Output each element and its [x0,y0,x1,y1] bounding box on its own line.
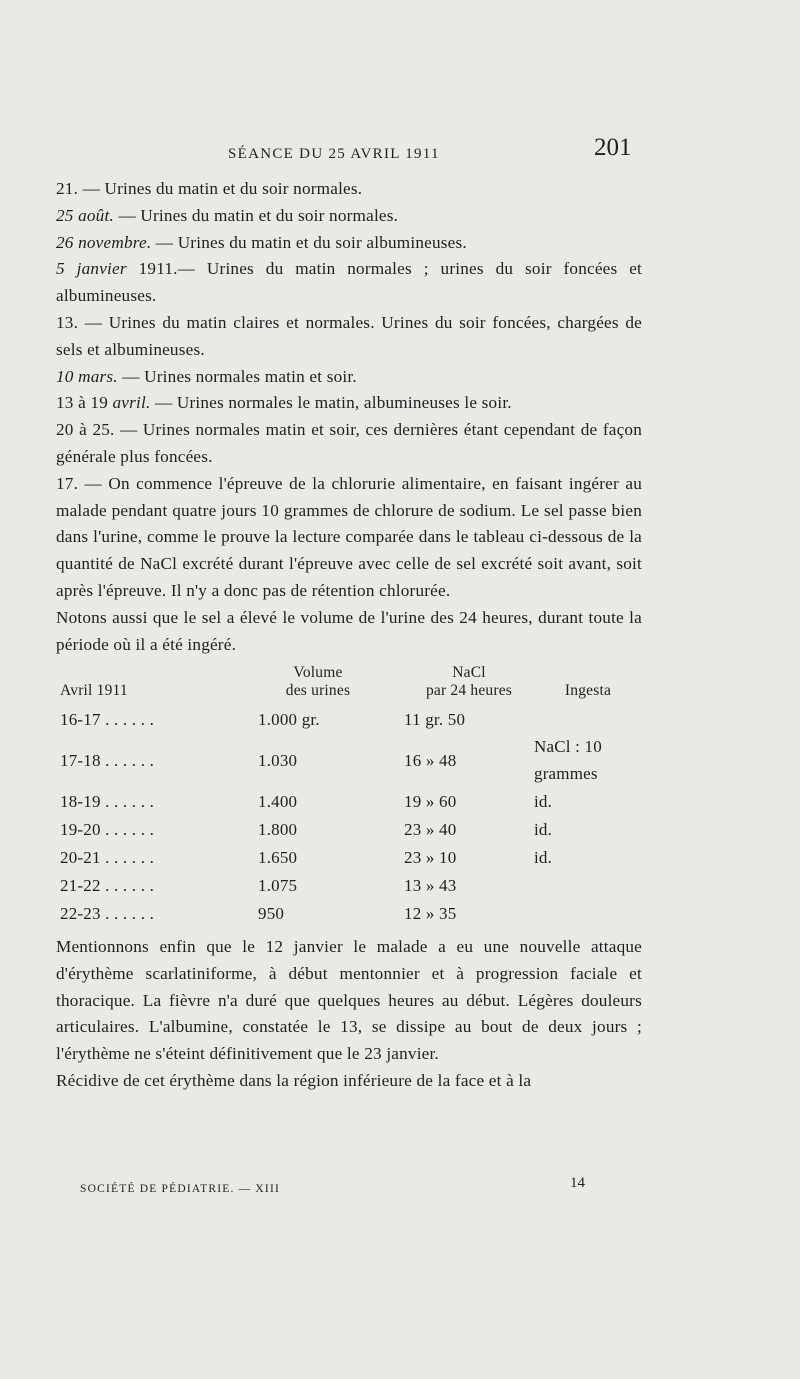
paragraph [56,230,642,257]
society-signature: SOCIÉTÉ DE PÉDIATRIE. — XIII [80,1183,281,1195]
paragraph-text: — Urines du matin et du soir normales. [113,205,399,225]
header-volume [228,664,378,706]
paragraph-text: 17. — On commence l'épreuve de la chlorurie alimentaire, en faisant ingérer au malade pendant quatre jours 10 grammes de chlorure de sodium. Le sel passe bien dans l'urine, comme le prouve la lecture comparée dans le tableau ci-dessous de la quantité de NaCl excrété durant l'épreuve avec celle de sel excrété soit avant, soit après l'épreuve. Il n'y a donc pas de rétention chlorurée. [56,473,642,600]
cell-date: 18-19 . . . . . . [60,791,155,811]
entry-date: 5 janvier [56,259,127,279]
paragraph [56,256,642,310]
paragraph-text: — Urines du matin et du soir albumineuses. [151,232,467,252]
header-nacl [378,664,534,706]
paragraph-text: Mentionnons enfin que le 12 janvier le malade a eu une nouvelle attaque d'érythème scarlatiniforme, à début mentonnier et à progression faciale et thoracique. La fièvre n'a duré que quelques heures au début. Légères douleurs articulaires. L'albumine, constatée le 13, se dissipe au bout de deux jours ; l'érythème ne s'éteint définitivement que le 23 janvier. [56,936,642,1064]
table-row [56,788,642,816]
paragraph-text: Récidive de cet érythème dans la région inférieure de la face et à la [56,1070,532,1090]
entry-date: avril. [112,393,151,413]
header-date: Avril 1911 [60,682,128,700]
cell-nacl: 13 » 43 [404,875,457,895]
running-head: SÉANCE DU 25 AVRIL 1911 [228,146,440,162]
cell-volume: 1.650 [258,847,298,867]
paragraph [56,176,642,203]
paragraph-text: — Urines du matin normales ; urines du soir foncées et albumineuses. [56,259,643,306]
paragraph-text: Notons aussi que le sel a élevé le volume de l'urine des 24 heures, durant toute la période où il a été ingéré. [56,607,642,654]
table-row [56,900,642,928]
paragraph [56,417,642,471]
paragraph [56,471,642,605]
paragraph [56,203,642,230]
paragraph-text: 20 à 25. — Urines normales matin et soir, ces dernières étant cependant de façon générale plus foncées. [56,420,642,466]
paragraph-text: 13. — Urines du matin claires et normales. Urines du soir foncées, chargées de sels et albumineuses. [56,312,642,359]
cell-nacl: 23 » 10 [404,847,457,867]
cell-ingesta [534,872,642,900]
header-nacl-line2: par 24 heures [425,682,513,700]
body-text [56,176,642,1095]
entry-year: 1911. [126,259,178,279]
cell-ingesta: id. [534,847,553,867]
cell-nacl: 19 » 60 [404,791,457,811]
cell-date: 22-23 . . . . . . [60,903,155,923]
paragraph [56,364,642,391]
paragraph-text: 21. — Urines du matin et du soir normales. [56,179,363,198]
cell-date: 16-17 . . . . . . [60,709,155,729]
paragraph [56,390,642,417]
cell-date: 21-22 . . . . . . [60,875,155,895]
signature-number: 14 [570,1175,585,1191]
entry-date: 26 novembre. [56,232,152,252]
table-row [56,734,642,788]
cell-nacl: 23 » 40 [404,819,457,839]
cell-nacl: 11 gr. 50 [404,709,466,729]
header-nacl-line1: NaCl [452,664,486,682]
cell-nacl: 16 » 48 [404,750,457,770]
footer [80,1175,640,1195]
entry-date: 25 août. [56,205,114,225]
cell-volume: 1.030 [258,750,298,770]
table-body [56,706,642,928]
cell-date: 17-18 . . . . . . [60,750,155,770]
cell-volume: 1.800 [258,819,298,839]
paragraph-text: — Urines normales le matin, albumineuses le soir. [150,393,512,413]
paragraph [56,1068,642,1095]
cell-volume: 1.400 [258,791,298,811]
paragraph-text: — Urines normales matin et soir. [117,366,357,386]
table-header-row [56,664,642,706]
paragraph [56,605,642,659]
cell-volume: 1.075 [258,875,298,895]
cell-ingesta: NaCl : 10 grammes [534,737,602,784]
cell-ingesta: id. [534,819,553,839]
cell-date: 20-21 . . . . . . [60,847,155,867]
entry-date-range: 13 à 19 [56,393,113,413]
header-volume-line2: des urines [285,682,351,700]
cell-volume: 950 [258,903,285,923]
cell-volume: 1.000 gr. [258,709,320,729]
paragraph [56,934,642,1068]
table-row [56,816,642,844]
page-number: 201 [594,134,632,161]
nacl-table [56,664,642,928]
table-row [56,872,642,900]
cell-ingesta [534,900,642,928]
table-row [56,844,642,872]
paragraph [56,310,642,364]
cell-date: 19-20 . . . . . . [60,819,155,839]
header-ingesta: Ingesta [564,682,612,700]
cell-ingesta [534,706,642,734]
table-row [56,706,642,734]
cell-ingesta: id. [534,791,553,811]
cell-nacl: 12 » 35 [404,903,457,923]
header-volume-line1: Volume [293,664,343,682]
entry-date: 10 mars. [56,366,118,386]
